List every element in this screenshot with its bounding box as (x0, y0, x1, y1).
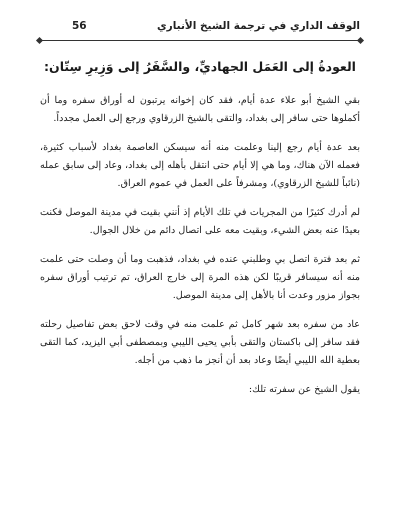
paragraph: عاد من سفره بعد شهر كامل ثم علمت منه في وقت لاحق بعض تفاصيل رحلته فقد سافر إلى باكستان والتقى بأبي يحيى الليبي وبمصطفى أبي اليزيد، كما التقى بعطية الله الليبي أيضًا وعاد بعد أن أنجز ما ذهب من أجله. (40, 319, 360, 366)
paragraph: بقي الشيخ أبو علاء عدة أيام، فقد كان إخوانه يرتبون له أوراق سفره وما أن أكملوها حتى سافر إلى بغداد، والتقى بالشيخ الزرقاوي ورجع إلى العمل مجدداً. (40, 95, 360, 124)
paragraph: يقول الشيخ عن سفرته تلك: (248, 384, 360, 395)
paragraph: لم أدرك كثيرًا من المجريات في تلك الأيام إذ أنني بقيت في مدينة الموصل فكنت بعيدًا عنه بعض الشيء، وبقيت معه على اتصال دائم من خلال الجوال. (40, 207, 360, 236)
ornament-diamond-icon (357, 37, 364, 44)
paragraph: ثم بعد فترة اتصل بي وطلبني عنده في بغداد، فذهبت وما أن وصلت حتى علمت منه أنه سيسافر قريبًا لكن هذه المرة إلى خارج العراق، تم ترتيب أوراق سفره بجواز مزور وعدت أنا بالأهل إلى مدينة الموصل. (40, 254, 360, 301)
page-body (40, 56, 360, 410)
header-divider (40, 40, 360, 41)
paragraph: بعد عدة أيام رجع إلينا وعلمت منه أنه سيسكن العاصمة بغداد لأسباب كثيرة، فعمله الآن هناك، وما هي إلا أيام حتى انتقل بأهله إلى بغداد، وعاد إلى سابق عمله (نائباً للشيخ الزرقاوي)، ومشرفاً على العمل في عموم العراق. (40, 142, 360, 189)
section-heading: العودةُ إلى العَمَل الجهاديِّ، والسَّفَرُ إلى وَزِيرِ سِتّان: (44, 59, 356, 74)
running-header (40, 18, 360, 40)
book-title: الوقف الداري في ترجمة الشيخ الأنباري (157, 20, 360, 32)
page-number: 56 (72, 20, 87, 32)
